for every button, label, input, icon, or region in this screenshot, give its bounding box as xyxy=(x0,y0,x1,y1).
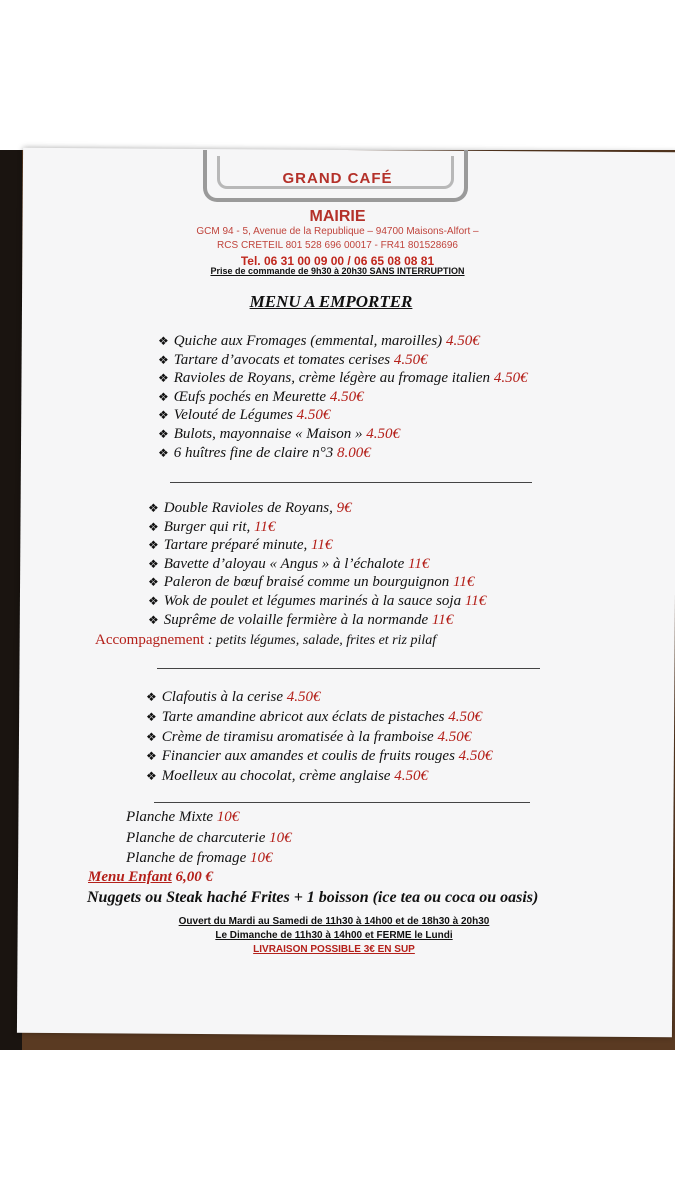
menu-item xyxy=(148,555,486,574)
menu-item xyxy=(148,592,486,611)
menu-item-name: Ravioles de Royans, crème légère au fromage italien xyxy=(173,370,491,387)
menu-item-name: Bavette d’aloyau « Angus » à l’échalote xyxy=(163,555,405,572)
menu-item xyxy=(158,388,528,407)
sunday-hours: Le Dimanche de 11h30 à 14h00 et FERME le Lundi xyxy=(215,930,453,941)
menu-item-name: Wok de poulet et légumes marinés à la sauce soja xyxy=(163,592,462,609)
bullet-icon: ❖ xyxy=(148,538,159,553)
menu-item-price: 4.50€ xyxy=(458,748,493,765)
menu-item-name: Double Ravioles de Royans, xyxy=(163,500,333,516)
menu-enfant-detail: Nuggets ou Steak haché Frites + 1 boisson (ice tea ou coca ou oasis) xyxy=(87,889,539,906)
menu-item-name: Financier aux amandes et coulis de fruits rouges xyxy=(161,748,455,765)
bullet-icon: ❖ xyxy=(158,389,169,404)
menu-item-name: Suprême de volaille fermière à la normande xyxy=(163,611,429,628)
menu-item-price: 4.50€ xyxy=(493,370,528,387)
menu-item xyxy=(126,828,292,849)
menu-item xyxy=(146,728,492,748)
bullet-icon: ❖ xyxy=(146,709,157,724)
bullet-icon: ❖ xyxy=(148,612,159,627)
menu-item xyxy=(126,807,292,828)
bullet-icon: ❖ xyxy=(148,556,159,571)
bullet-icon: ❖ xyxy=(148,575,159,590)
mains-list xyxy=(148,499,486,629)
planches-list xyxy=(126,807,292,869)
menu-item-price: 4.50€ xyxy=(329,388,364,405)
menu-item xyxy=(148,499,486,518)
menu-item-price: 10€ xyxy=(269,829,292,846)
bullet-icon: ❖ xyxy=(146,690,157,704)
menu-item xyxy=(146,767,492,787)
bullet-icon: ❖ xyxy=(146,769,157,784)
menu-item-name: Planche de charcuterie xyxy=(126,829,266,846)
address-line1: GCM 94 - 5, Avenue de la Republique – 94700 Maisons-Alfort – xyxy=(196,226,479,237)
bullet-icon: ❖ xyxy=(158,371,169,386)
bullet-icon: ❖ xyxy=(146,729,157,744)
menu-item-name: Moelleux au chocolat, crème anglaise xyxy=(161,768,391,785)
menu-item-price: 4.50€ xyxy=(286,689,321,705)
menu-item-price: 10€ xyxy=(250,850,273,866)
menu-item-price: 11€ xyxy=(311,537,333,554)
menu-item-name: Tartare d’avocats et tomates cerises xyxy=(173,351,391,368)
divider xyxy=(154,802,530,803)
menu-item xyxy=(158,351,528,370)
menu-item-price: 4.50€ xyxy=(448,708,483,725)
menu-enfant-label: Menu Enfant xyxy=(88,869,172,885)
menu-item-name: Burger qui rit, xyxy=(163,518,251,535)
menu-item-price: 8.00€ xyxy=(336,444,371,461)
bullet-icon: ❖ xyxy=(148,501,159,515)
desserts-list xyxy=(146,688,492,787)
menu-item-price: 11€ xyxy=(408,555,430,572)
accompaniment-label: Accompagnement xyxy=(95,632,205,648)
divider xyxy=(157,668,540,669)
menu-title: MENU A EMPORTER xyxy=(249,292,413,311)
accompaniment-text: : petits légumes, salade, frites et riz pilaf xyxy=(207,633,437,648)
menu-item-name: Clafoutis à la cerise xyxy=(161,689,284,705)
menu-item xyxy=(158,425,528,444)
bullet-icon: ❖ xyxy=(158,352,169,367)
bullet-icon: ❖ xyxy=(158,408,169,423)
starters-list xyxy=(158,332,528,462)
menu-item-name: Bulots, mayonnaise « Maison » xyxy=(173,425,363,442)
menu-item-price: 10€ xyxy=(216,809,240,825)
menu-item-name: 6 huîtres fine de claire n°3 xyxy=(173,444,334,461)
menu-item xyxy=(158,406,528,425)
bullet-icon: ❖ xyxy=(148,519,159,534)
menu-item-name: Œufs pochés en Meurette xyxy=(173,388,327,405)
restaurant-name-line1: GRAND CAFÉ xyxy=(282,170,393,187)
menu-item-name: Tarte amandine abricot aux éclats de pistaches xyxy=(161,708,445,725)
menu-enfant-price: 6,00 € xyxy=(175,869,214,885)
menu-item xyxy=(148,518,486,537)
menu-item-price: 4.50€ xyxy=(394,768,428,785)
telephone: Tel. 06 31 00 09 00 / 06 65 08 08 81 xyxy=(240,254,435,268)
accompaniment-line xyxy=(95,632,436,649)
menu-item-name: Planche Mixte xyxy=(126,809,214,825)
menu-item-price: 4.50€ xyxy=(366,425,401,442)
bullet-icon: ❖ xyxy=(158,426,169,441)
menu-item xyxy=(146,747,492,767)
menu-item xyxy=(148,573,486,592)
divider xyxy=(170,482,532,483)
menu-item-price: 11€ xyxy=(464,592,487,609)
menu-item-name: Quiche aux Fromages (emmental, maroilles) xyxy=(173,333,443,349)
menu-item-name: Paleron de bœuf braisé comme un bourguignon xyxy=(163,574,450,591)
menu-item xyxy=(146,708,492,728)
menu-item xyxy=(126,848,292,869)
menu-item-name: Crème de tiramisu aromatisée à la framboise xyxy=(161,728,434,745)
delivery-note: LIVRAISON POSSIBLE 3€ EN SUP xyxy=(253,944,415,955)
opening-hours: Ouvert du Mardi au Samedi de 11h30 à 14h00 et de 18h30 à 20h30 xyxy=(178,916,490,927)
menu-item xyxy=(158,332,528,351)
menu-item-price: 9€ xyxy=(336,500,352,516)
menu-item-name: Velouté de Légumes xyxy=(173,407,293,424)
address-line2: RCS CRETEIL 801 528 696 00017 - FR41 801528696 xyxy=(217,240,458,251)
menu-enfant xyxy=(88,869,213,886)
menu-item-name: Planche de fromage xyxy=(126,850,247,866)
menu-item-price: 4.50€ xyxy=(296,407,331,424)
menu-item xyxy=(158,444,528,463)
menu-item-price: 11€ xyxy=(254,518,276,535)
menu-item-price: 4.50€ xyxy=(437,728,472,745)
menu-item-name: Tartare préparé minute, xyxy=(163,537,308,554)
menu-item xyxy=(158,369,528,388)
order-hours: Prise de commande de 9h30 à 20h30 SANS INTERRUPTION xyxy=(210,266,465,276)
menu-item-price: 4.50€ xyxy=(445,333,480,349)
menu-item xyxy=(146,688,492,708)
bullet-icon: ❖ xyxy=(158,445,169,460)
menu-item xyxy=(148,611,486,630)
bullet-icon: ❖ xyxy=(146,749,157,764)
bullet-icon: ❖ xyxy=(158,334,169,348)
bullet-icon: ❖ xyxy=(148,593,159,608)
menu-item-price: 11€ xyxy=(453,574,475,591)
menu-item-price: 4.50€ xyxy=(393,351,428,368)
menu-item xyxy=(148,536,486,555)
restaurant-name-line2: MAIRIE xyxy=(309,208,366,225)
menu-item-price: 11€ xyxy=(431,611,454,628)
